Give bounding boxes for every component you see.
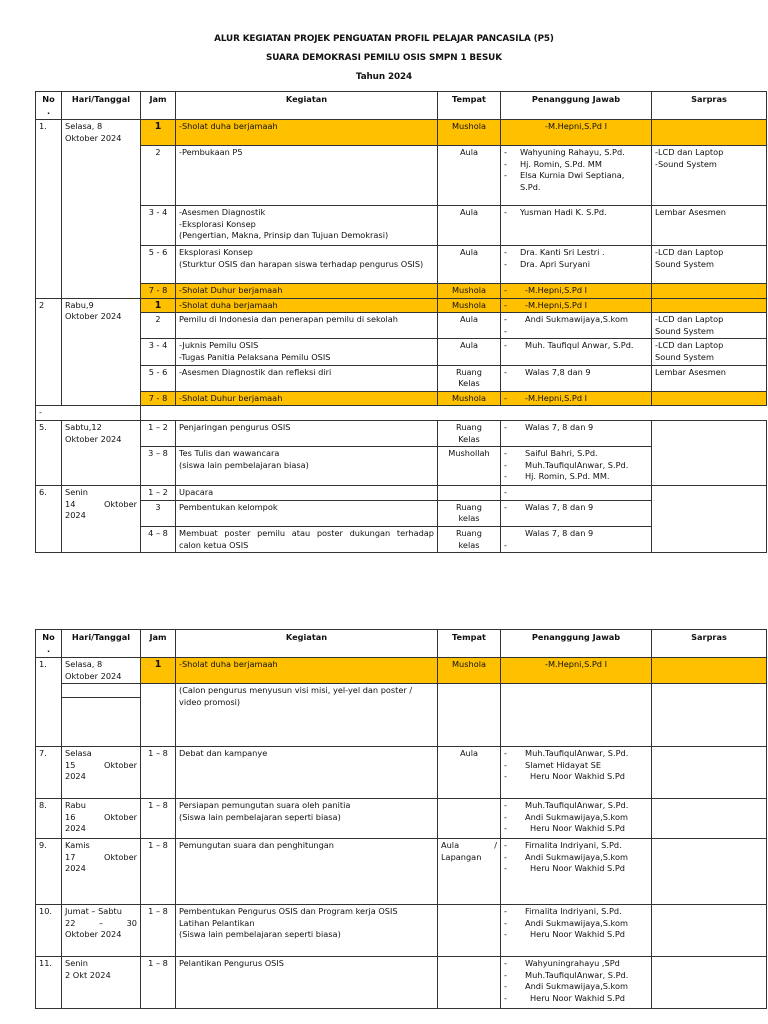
row-pj: - Saiful Bahri, S.Pd. - Muh.TaufiqulAnwar, S.Pd. - Hj. Romin, S.Pd. MM. (501, 447, 652, 486)
row-sarpras: -LCD dan Laptop -Sound System (652, 146, 767, 206)
row-jam: 5 - 6 (141, 246, 176, 284)
row-kegiatan: Pemungutan suara dan penghitungan (176, 839, 438, 905)
row-tempat (438, 905, 501, 957)
row-pj: - -M.Hepni,S.Pd I (501, 391, 652, 406)
row-date: Selasa 15 Oktober 2024 (62, 747, 141, 799)
row-tempat (438, 799, 501, 839)
row-tempat: Aula (438, 747, 501, 799)
row-sarpras (652, 486, 767, 553)
col-jam: Jam (141, 630, 176, 658)
row-kegiatan: -Sholat duha berjamaah (176, 658, 438, 684)
document-title: ALUR KEGIATAN PROJEK PENGUATAN PROFIL PELAJAR PANCASILA (P5) (214, 34, 554, 44)
schedule-table-1 (35, 91, 767, 553)
row-no: 5. (36, 420, 62, 485)
row-tempat: Ruang Kelas (438, 365, 501, 391)
row-no: 6. (36, 486, 62, 553)
row-jam (141, 684, 176, 747)
row-jam: 2 (141, 146, 176, 206)
document-subtitle: SUARA DEMOKRASI PEMILU OSIS SMPN 1 BESUK (266, 53, 502, 63)
row-kegiatan: Debat dan kampanye (176, 747, 438, 799)
row-no: 1. (36, 658, 62, 747)
col-no: No . (36, 92, 62, 120)
col-jam: Jam (141, 92, 176, 120)
row-jam: 1 – 8 (141, 839, 176, 905)
row-kegiatan: -Sholat Duhur berjamaah (176, 284, 438, 299)
row-kegiatan: Pemilu di Indonesia dan penerapan pemilu di sekolah (176, 313, 438, 339)
row-sarpras (652, 420, 767, 485)
row-pj: Walas 7, 8 dan 9 - (501, 526, 652, 552)
row-no: 7. (36, 747, 62, 799)
table-row (36, 905, 767, 957)
row-sarpras: -LCD dan Laptop Sound System (652, 313, 767, 339)
row-tempat: Mushola (438, 391, 501, 406)
col-pj: Penanggung Jawab (501, 92, 652, 120)
row-tempat: Mushola (438, 298, 501, 313)
row-jam: 2 (141, 313, 176, 339)
row-jam: 1 (141, 298, 176, 313)
row-kegiatan: Persiapan pemungutan suara oleh panitia (Siswa lain pembelajaran seperti biasa) (176, 799, 438, 839)
col-tempat: Tempat (438, 630, 501, 658)
table-row (36, 839, 767, 905)
row-jam: 1 – 8 (141, 799, 176, 839)
row-sarpras: Lembar Asesmen (652, 365, 767, 391)
row-kegiatan: (Calon pengurus menyusun visi misi, yel-yel dan poster / video promosi) (176, 684, 438, 747)
row-sarpras (652, 391, 767, 406)
row-kegiatan: -Asesmen Diagnostik dan refleksi diri (176, 365, 438, 391)
document-year: Tahun 2024 (355, 72, 413, 82)
row-kegiatan: -Asesmen Diagnostik -Eksplorasi Konsep (Pengertian, Makna, Prinsip dan Tujuan Demokrasi) (176, 206, 438, 246)
row-tempat: Aula (438, 246, 501, 284)
row-pj: - Dra. Kanti Sri Lestri . - Dra. Apri Suryani (501, 246, 652, 284)
row-jam: 1 (141, 120, 176, 146)
row-tempat: Aula (438, 313, 501, 339)
row-tempat: Ruang kelas (438, 526, 501, 552)
col-pj: Penanggung Jawab (501, 630, 652, 658)
row-no: 11. (36, 957, 62, 1009)
row-sarpras: -LCD dan Laptop Sound System (652, 246, 767, 284)
col-kegiatan: Kegiatan (176, 630, 438, 658)
table-row (36, 957, 767, 1009)
table-row (36, 206, 767, 246)
table-row (36, 684, 767, 747)
table-row (36, 313, 767, 339)
table-row (36, 146, 767, 206)
row-pj: - Walas 7, 8 dan 9 (501, 500, 652, 526)
row-kegiatan: Pembentukan kelompok (176, 500, 438, 526)
row-kegiatan: -Sholat duha berjamaah (176, 120, 438, 146)
table-row (36, 246, 767, 284)
row-kegiatan: -Juknis Pemilu OSIS -Tugas Panitia Pelaksana Pemilu OSIS (176, 339, 438, 365)
row-pj: - -M.Hepni,S.Pd I (501, 284, 652, 299)
row-date: Rabu 16 Oktober 2024 (62, 799, 141, 839)
row-kegiatan: Tes Tulis dan wawancara (siswa lain pembelajaran biasa) (176, 447, 438, 486)
row-no: 1. (36, 120, 62, 299)
row-pj: - Firnalita Indriyani, S.Pd. - Andi Sukmawijaya,S.kom - Heru Noor Wakhid S.Pd (501, 905, 652, 957)
row-jam: 1 – 2 (141, 486, 176, 501)
table-row (36, 658, 767, 684)
row-pj: -M.Hepni,S.Pd I (501, 658, 652, 684)
row-kegiatan: Pelantikan Pengurus OSIS (176, 957, 438, 1009)
row-pj: - Wahyuning Rahayu, S.Pd. - Hj. Romin, S.Pd. MM - Elsa Kurnia Dwi Septiana, S.Pd. (501, 146, 652, 206)
row-jam: 1 – 8 (141, 747, 176, 799)
row-sarpras (652, 957, 767, 1009)
row-no: 8. (36, 799, 62, 839)
row-pj: - Muh. Taufiqul Anwar, S.Pd. (501, 339, 652, 365)
separator-cell: - (36, 406, 141, 421)
row-sarpras (652, 120, 767, 146)
row-pj: - Walas 7,8 dan 9 (501, 365, 652, 391)
table-row (36, 799, 767, 839)
row-tempat: Aula / Lapangan (438, 839, 501, 905)
row-sarpras (652, 298, 767, 313)
row-kegiatan: Eksplorasi Konsep (Sturktur OSIS dan harapan siswa terhadap pengurus OSIS) (176, 246, 438, 284)
row-jam: 1 – 8 (141, 905, 176, 957)
row-sarpras (652, 905, 767, 957)
col-hari: Hari/Tanggal (62, 630, 141, 658)
row-kegiatan: -Pembukaan P5 (176, 146, 438, 206)
row-pj: - -M.Hepni,S.Pd I (501, 298, 652, 313)
row-kegiatan: -Sholat Duhur berjamaah (176, 391, 438, 406)
row-jam: 3 – 8 (141, 447, 176, 486)
row-date: Selasa, 8 Oktober 2024 (62, 120, 141, 299)
row-sarpras: -LCD dan Laptop Sound System (652, 339, 767, 365)
row-tempat: Mushollah (438, 447, 501, 486)
row-tempat (438, 684, 501, 747)
row-pj: - (501, 486, 652, 501)
col-sarpras: Sarpras (652, 630, 767, 658)
row-tempat: Mushola (438, 658, 501, 684)
table-row (36, 284, 767, 299)
row-jam: 3 - 4 (141, 339, 176, 365)
row-sarpras (652, 658, 767, 684)
row-tempat (438, 486, 501, 501)
row-jam: 1 – 2 (141, 420, 176, 446)
row-sarpras (652, 747, 767, 799)
row-tempat: Ruang Kelas (438, 420, 501, 446)
row-tempat: Aula (438, 146, 501, 206)
row-pj (501, 684, 652, 747)
row-jam: 1 (141, 658, 176, 684)
row-tempat: Mushola (438, 120, 501, 146)
row-kegiatan: Upacara (176, 486, 438, 501)
row-sarpras (652, 799, 767, 839)
row-jam: 7 - 8 (141, 284, 176, 299)
row-tempat: Aula (438, 206, 501, 246)
row-jam: 3 (141, 500, 176, 526)
separator-row (36, 406, 767, 421)
table-row (36, 747, 767, 799)
col-sarpras: Sarpras (652, 92, 767, 120)
row-no: 9. (36, 839, 62, 905)
row-date: Jumat – Sabtu 22 – 30 Oktober 2024 (62, 905, 141, 957)
table-row (36, 420, 767, 446)
col-hari: Hari/Tanggal (62, 92, 141, 120)
row-tempat: Aula (438, 339, 501, 365)
col-tempat: Tempat (438, 92, 501, 120)
row-pj: - Firnalita Indriyani, S.Pd. - Andi Sukmawijaya,S.kom - Heru Noor Wakhid S.Pd (501, 839, 652, 905)
row-date: Rabu,9 Oktober 2024 (62, 298, 141, 406)
document-header (0, 30, 768, 87)
row-tempat: Mushola (438, 284, 501, 299)
row-sarpras (652, 839, 767, 905)
table-row (36, 365, 767, 391)
row-date: Senin 2 Okt 2024 (62, 957, 141, 1009)
row-sarpras (652, 284, 767, 299)
table-row (36, 120, 767, 146)
row-kegiatan: Membuat poster pemilu atau poster dukungan terhadap calon ketua OSIS (176, 526, 438, 552)
row-date: Selasa, 8 Oktober 2024 (62, 658, 141, 684)
table-row (36, 391, 767, 406)
row-pj: - Muh.TaufiqulAnwar, S.Pd. - Slamet Hidayat SE - Heru Noor Wakhid S.Pd (501, 747, 652, 799)
row-kegiatan: -Sholat duha berjamaah (176, 298, 438, 313)
row-date: Senin 14 Oktober 2024 (62, 486, 141, 553)
col-no: No . (36, 630, 62, 658)
row-pj: - Walas 7, 8 dan 9 (501, 420, 652, 446)
row-no: 10. (36, 905, 62, 957)
row-pj: -M.Hepni,S.Pd I (501, 120, 652, 146)
schedule-table-2 (35, 629, 767, 1009)
row-no: 2 (36, 298, 62, 406)
row-jam: 5 - 6 (141, 365, 176, 391)
table-row (36, 486, 767, 501)
col-kegiatan: Kegiatan (176, 92, 438, 120)
row-pj: - Muh.TaufiqulAnwar, S.Pd. - Andi Sukmawijaya,S.kom - Heru Noor Wakhid S.Pd (501, 799, 652, 839)
table-row (36, 298, 767, 313)
row-jam: 4 – 8 (141, 526, 176, 552)
row-pj: - Andi Sukmawijaya,S.kom - (501, 313, 652, 339)
row-date (62, 684, 141, 747)
row-pj: - Wahyuningrahayu ,SPd - Muh.TaufiqulAnwar, S.Pd. - Andi Sukmawijaya,S.kom - Heru Noor Wakhid S.Pd (501, 957, 652, 1009)
row-pj: - Yusman Hadi K. S.Pd. (501, 206, 652, 246)
row-date: Kamis 17 Oktober 2024 (62, 839, 141, 905)
table-header-row (36, 630, 767, 658)
row-sarpras: Lembar Asesmen (652, 206, 767, 246)
row-kegiatan: Penjaringan pengurus OSIS (176, 420, 438, 446)
row-jam: 7 - 8 (141, 391, 176, 406)
row-kegiatan: Pembentukan Pengurus OSIS dan Program kerja OSIS Latihan Pelantikan (Siswa lain pembelajaran seperti biasa) (176, 905, 438, 957)
row-jam: 3 - 4 (141, 206, 176, 246)
row-tempat (438, 957, 501, 1009)
table-row (36, 339, 767, 365)
row-tempat: Ruang kelas (438, 500, 501, 526)
row-date: Sabtu,12 Oktober 2024 (62, 420, 141, 485)
table-header-row (36, 92, 767, 120)
row-jam: 1 – 8 (141, 957, 176, 1009)
row-sarpras (652, 684, 767, 747)
